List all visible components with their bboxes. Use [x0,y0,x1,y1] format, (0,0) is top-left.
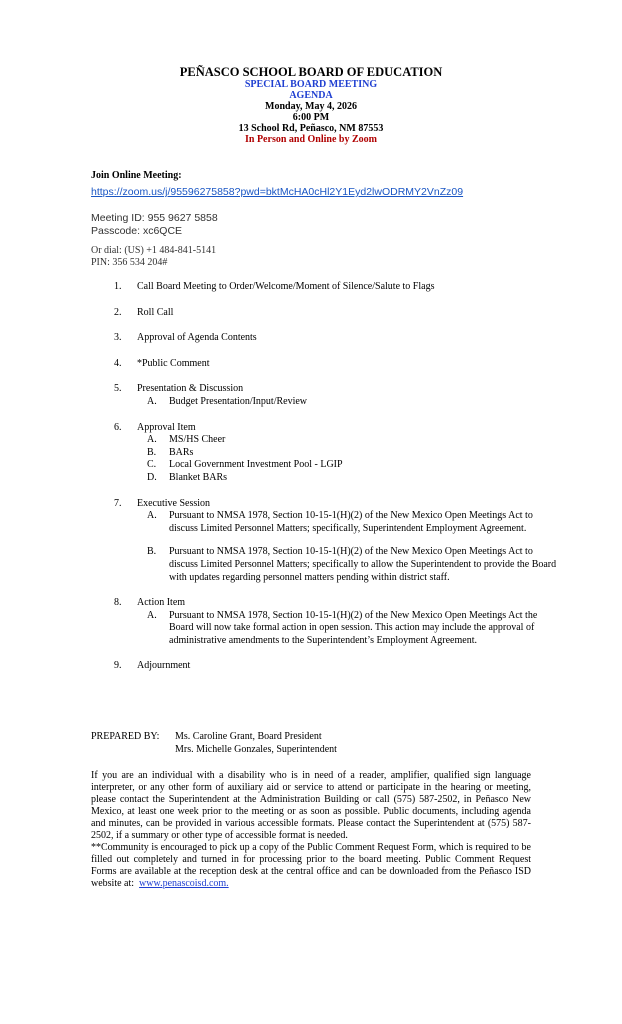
agenda-subitem-letter: A. [147,395,157,407]
agenda-item-row [91,358,561,371]
agenda-item [91,332,561,345]
agenda-item-text: Call Board Meeting to Order/Welcome/Moment of Silence/Salute to Flags [137,281,435,292]
agenda-item-number: 5. [114,383,122,395]
agenda-subitem [91,546,561,584]
agenda-list [91,281,561,673]
preparer-name-1: Ms. Caroline Grant, Board President [175,731,322,742]
agenda-subitem-letter: A. [147,609,157,621]
agenda-item-row [91,307,561,320]
meeting-mode: In Person and Online by Zoom [245,134,377,145]
zoom-link[interactable]: https://zoom.us/j/95596275858?pwd=bktMcHA0cHl2Y1Eyd2lwODRMY2VnZz09 [91,186,464,198]
agenda-subitem-letter: A. [147,434,157,446]
agenda-item-text: Action Item [137,597,186,609]
agenda-subitem-letter: A. [147,510,157,522]
agenda-item-text: Presentation & Discussion [137,383,244,395]
passcode: Passcode: xc6QCE [91,225,183,237]
agenda-item [91,597,561,647]
accessibility-notice: If you are an individual with a disability who is in need of a reader, amplifier, qualified sign language interpreter, or any other form of auxiliary aid or service to attend or participate in the hearing or meeting, please contact the Superintendent at the Administration Building or call (575) 587-2502, in Peñasco New Mexico, at least one week prior to the meeting or as soon as possible. Public documents, including agenda and minutes, can be provided in various accessible formats. Please contact the Superintendent at (575) 587-2502, if a summary or other type of accessible format is needed. [91,770,531,841]
agenda-item [91,422,561,485]
footer-notice [91,770,531,890]
public-comment-notice [91,842,531,890]
agenda-subitem-letter: D. [147,471,157,483]
website-link[interactable]: www.penascoisd.com. [139,878,229,889]
agenda-subitem [91,396,561,409]
agenda-item-number: 4. [114,357,122,369]
doc-type: AGENDA [289,90,333,101]
agenda-subitem-letter: C. [147,459,157,471]
agenda-subitem [91,510,561,535]
agenda-item-number: 2. [114,306,122,318]
agenda-subitem [91,610,561,648]
agenda-item [91,307,561,320]
agenda-item-text: *Public Comment [137,357,210,369]
agenda-item-number: 3. [114,332,122,344]
agenda-item-text: Approval Item [137,421,196,433]
public-comment-text: **Community is encouraged to pick up a copy of the Public Comment Request Form, which is required to be filled out completely and turned in for processing prior to the board meeting. Public Comment Request Forms are available at the reception desk at the central office and can be downloaded from the Peñasco ISD website at: [91,842,531,889]
meeting-address: 13 School Rd, Peñasco, NM 87553 [238,123,384,134]
agenda-item-row [91,332,561,345]
agenda-subitem-text: MS/HS Cheer [169,434,226,446]
agenda-item-number: 1. [114,281,122,292]
agenda-subitem [91,447,561,460]
agenda-subitem-letter: B. [147,546,157,558]
meeting-date: Monday, May 4, 2026 [265,101,357,112]
agenda-item-row [91,383,561,396]
agenda-item-row [91,281,561,294]
agenda-item-text: Executive Session [137,497,211,509]
agenda-subitem-text: Blanket BARs [169,471,228,483]
agenda-item-text: Approval of Agenda Contents [137,332,257,344]
agenda-item-text: Adjournment [137,660,191,672]
org-title: PEÑASCO SCHOOL BOARD OF EDUCATION [179,65,443,79]
agenda-subitem-text: Pursuant to NMSA 1978, Section 10-15-1(H)(2) of the New Mexico Open Meetings Act the Board will now take formal action in open session. This action may include the approval of administrative amendments to the Superintendent’s Employment Agreement. [169,609,538,646]
agenda-subitem [91,472,561,485]
agenda-header [0,66,622,145]
agenda-subitem-text: Local Government Investment Pool - LGIP [169,459,343,471]
agenda-item [91,660,561,673]
join-online-label: Join Online Meeting: [91,170,182,181]
meeting-id: Meeting ID: 955 9627 5858 [91,212,218,224]
dial-pin: PIN: 356 534 204# [91,256,168,268]
agenda-subitem-text: Budget Presentation/Input/Review [169,395,308,407]
preparer-name-2: Mrs. Michelle Gonzales, Superintendent [175,743,337,755]
agenda-item [91,498,561,585]
meeting-time: 6:00 PM [292,112,330,123]
agenda-item-number: 6. [114,421,122,433]
agenda-subitem-letter: B. [147,446,157,458]
agenda-subitem [91,434,561,447]
agenda-item [91,358,561,371]
online-meeting-info [91,170,591,268]
agenda-subitem-text: Pursuant to NMSA 1978, Section 10-15-1(H)(2) of the New Mexico Open Meetings Act to discuss Limited Personnel Matters; specifically, Superintendent Employment Agreement. [169,510,533,534]
agenda-item-row [91,498,561,511]
dial-number: Or dial: (US) +1 484-841-5141 [91,245,217,256]
agenda-subitem [91,459,561,472]
agenda-item-number: 9. [114,660,122,672]
agenda-subitem-text: Pursuant to NMSA 1978, Section 10-15-1(H)(2) of the New Mexico Open Meetings Act to discuss Limited Personnel Matters; specifically to allow the Superintendent to provide the Board with updates regarding personnel matters pending within district staff. [169,546,557,583]
agenda-item-row [91,597,561,610]
prepared-by [91,731,337,756]
prepared-by-label: PREPARED BY: [91,731,160,742]
agenda-item-text: Roll Call [137,306,174,318]
agenda-item-row [91,660,561,673]
agenda-item [91,383,561,408]
agenda-item-row [91,422,561,435]
agenda-item-number: 8. [114,597,122,609]
agenda-subitem-text: BARs [169,446,194,458]
meeting-type: SPECIAL BOARD MEETING [244,79,378,90]
agenda-item [91,281,561,294]
agenda-item-number: 7. [114,497,122,509]
